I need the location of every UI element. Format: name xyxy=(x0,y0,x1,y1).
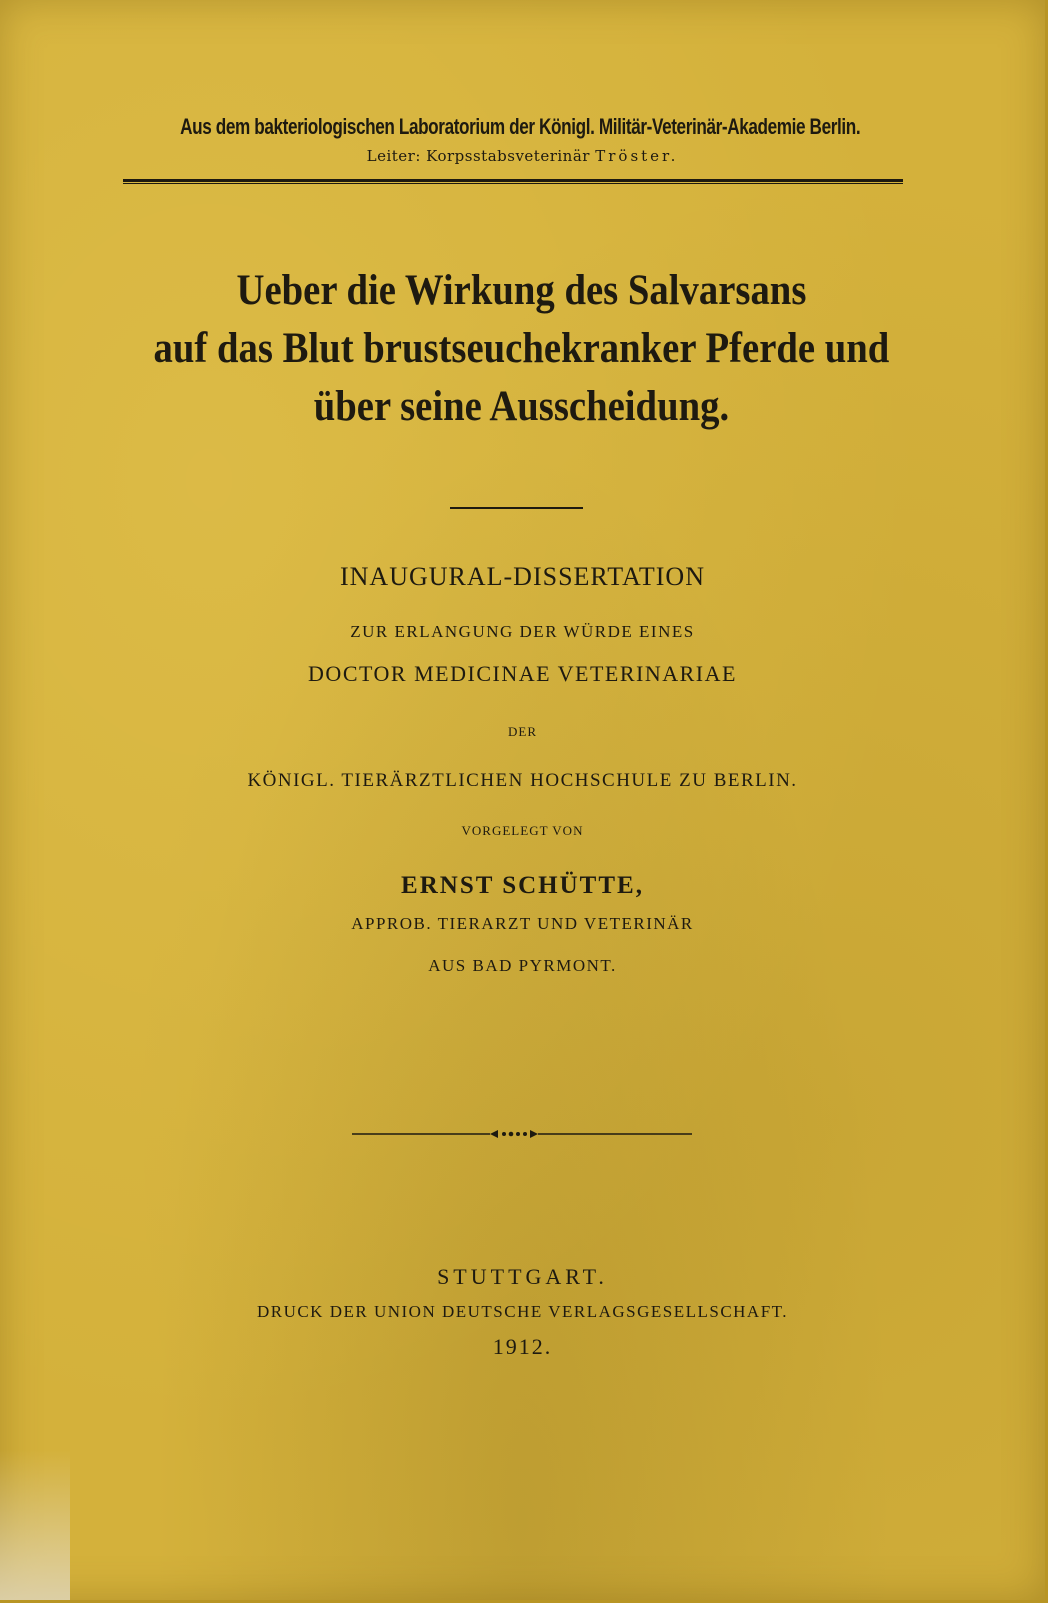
leiter-name: Tröster. xyxy=(595,147,679,165)
ornamental-rule xyxy=(352,1127,692,1141)
degree-line: DOCTOR MEDICINAE VETERINARIAE xyxy=(308,661,737,686)
author-origin: AUS BAD PYRMONT. xyxy=(428,956,617,975)
title-line-2: auf das Blut brustseuchekranker Pferde und xyxy=(153,325,890,372)
presented-by-line: VORGELEGT VON xyxy=(461,823,584,838)
laboratory-line: Aus dem bakteriologischen Laboratorium der Königl. Militär-Veterinär-Akademie Berlin. xyxy=(180,114,861,139)
institution-line: KÖNIGL. TIERÄRZTLICHEN HOCHSCHULE ZU BERLIN. xyxy=(247,770,798,791)
dissertation-type: INAUGURAL-DISSERTATION xyxy=(339,562,705,591)
title-line-3: über seine Ausscheidung. xyxy=(313,383,730,430)
dissertation-title xyxy=(51,262,992,436)
author-title: APPROB. TIERARZT UND VETERINÄR xyxy=(351,914,694,933)
worn-corner xyxy=(0,1450,70,1600)
imprint-printer: DRUCK DER UNION DEUTSCHE VERLAGSGESELLSCHAFT. xyxy=(256,1302,789,1321)
author-name: ERNST SCHÜTTE, xyxy=(401,872,644,899)
imprint-city: STUTTGART. xyxy=(437,1264,608,1289)
title-line-1: Ueber die Wirkung des Salvarsans xyxy=(236,267,807,314)
title-divider xyxy=(450,507,583,509)
der-line: DER xyxy=(508,724,537,739)
imprint-year: 1912. xyxy=(492,1334,553,1359)
header-double-rule xyxy=(123,179,903,184)
leiter-line xyxy=(0,147,1045,165)
purpose-line: ZUR ERLANGUNG DER WÜRDE EINES xyxy=(350,622,695,641)
leiter-prefix: Leiter: Korpsstabsveterinär xyxy=(366,147,590,165)
